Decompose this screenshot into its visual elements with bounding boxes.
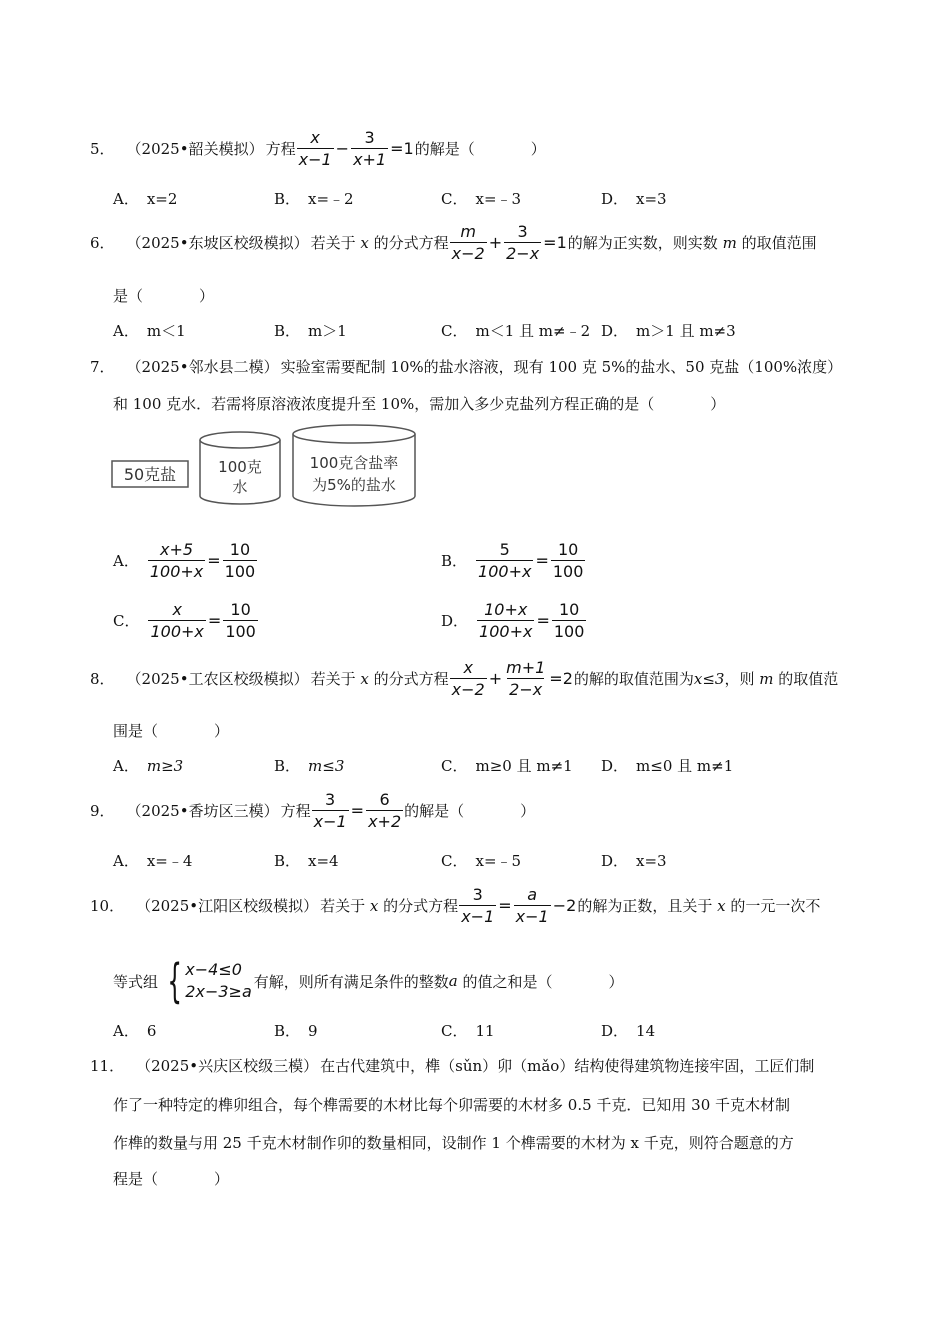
equation-rhs: =1 — [543, 233, 567, 252]
question-5-stem — [90, 128, 546, 169]
operator: − — [335, 139, 350, 158]
variable: m — [759, 669, 774, 688]
option-c[interactable]: C． x=﹣3 — [441, 190, 522, 208]
equation-rhs: =1 — [390, 139, 414, 158]
stem-text: 的解为正数，且关于 — [577, 897, 713, 915]
stem-text: 等式组 — [113, 972, 159, 991]
stem-text: 作了一种特定的榫卯组合，每个榫需要的木材比每个卯需要的木材多 0.5 千克．已知用 30 千克木材制 — [113, 1096, 791, 1114]
stem-text: 若关于 — [310, 670, 356, 688]
stem-text: 的分式方程 — [373, 670, 449, 688]
option-b[interactable]: B． $\frac{5}{100+x}$ = $\frac{10}{100}$ — [441, 540, 584, 581]
fraction: $\frac{x}{x-2}$ — [451, 658, 485, 699]
stem-text: 的取值范围 — [741, 234, 817, 252]
option-c[interactable]: C． 11 — [441, 1021, 495, 1040]
question-number: 7． — [90, 358, 115, 376]
stem-text: 的解的取值范围为 — [573, 670, 694, 688]
question-7-stem — [90, 356, 842, 377]
stem-text: 的分式方程 — [373, 234, 449, 252]
question-number: 10． — [90, 897, 125, 915]
brine-label-2: 为5%的盐水 — [312, 476, 396, 494]
question-source: （2025•香坊区三模） — [126, 802, 279, 820]
question-11-line-4 — [113, 1168, 229, 1189]
stem-text: ，则 — [724, 670, 755, 688]
operator: + — [488, 669, 503, 688]
question-source: （2025•工农区校级模拟） — [126, 670, 309, 688]
question-9-stem — [90, 790, 535, 831]
answer-paren-close: ） — [199, 287, 215, 305]
water-label-2: 水 — [232, 478, 248, 496]
question-source: （2025•东坡区校级模拟） — [126, 234, 309, 252]
option-d[interactable]: D． 14 — [601, 1021, 656, 1040]
option-d[interactable]: D． x=3 — [601, 189, 667, 208]
option-d[interactable]: D． x=3 — [601, 851, 667, 870]
fraction: $\frac{m+1}{2-x}$ — [506, 658, 546, 699]
fraction: $\frac{a}{x-1}$ — [515, 885, 549, 926]
variable: x — [369, 896, 379, 915]
option-a[interactable]: A． m≥3 — [113, 756, 184, 775]
stem-text: 若关于 — [320, 897, 366, 915]
question-8-stem — [90, 658, 838, 699]
variable: x — [360, 669, 369, 688]
beaker-figure — [108, 424, 418, 514]
stem-text: 程是（ — [113, 1170, 159, 1188]
option-c[interactable]: C． x=﹣5 — [441, 852, 522, 870]
question-source: （2025•兴庆区校级三模） — [136, 1057, 319, 1075]
question-7-line-2 — [113, 393, 725, 414]
option-b[interactable]: B． m≤3 — [274, 756, 345, 775]
stem-text: 方程 — [265, 140, 296, 158]
answer-paren-close: ） — [214, 1170, 230, 1188]
condition: x≤3 — [693, 669, 725, 688]
question-6-stem — [90, 222, 817, 263]
answer-paren-close: ） — [520, 802, 536, 820]
fraction: $\frac{3}{x+1}$ — [353, 128, 387, 169]
option-b[interactable]: B． m＞1 — [274, 322, 347, 340]
variable: m — [722, 233, 737, 252]
option-b[interactable]: B． x=4 — [274, 851, 339, 870]
question-10-line-2 — [113, 954, 624, 1008]
answer-paren-close: ） — [608, 972, 624, 991]
stem-text: 是（ — [113, 287, 144, 305]
question-11-stem — [90, 1055, 814, 1076]
option-c[interactable]: C． $\frac{x}{100+x}$ = $\frac{10}{100}$ — [113, 600, 256, 641]
question-source: （2025•江阳区校级模拟） — [136, 897, 319, 915]
operator: = — [350, 801, 365, 820]
question-source: （2025•邻水县二模） — [126, 358, 279, 376]
option-a[interactable]: A． x=﹣4 — [113, 852, 193, 870]
stem-text: 的取值范 — [778, 670, 839, 688]
answer-paren-close: ） — [530, 140, 546, 158]
fraction: $\frac{x}{x-1}$ — [298, 128, 332, 169]
stem-text: 的分式方程 — [383, 897, 459, 915]
stem-text: 在古代建筑中，榫（sǔn）卯（mǎo）结构使得建筑物连接牢固，工匠们制 — [320, 1057, 815, 1075]
stem-text: 的一元一次不 — [730, 897, 821, 915]
stem-text: 的解为正实数，则实数 — [567, 234, 718, 252]
question-number: 6． — [90, 234, 115, 252]
stem-text: 若关于 — [310, 234, 356, 252]
option-d[interactable]: D． m≤0 且 m≠1 — [601, 757, 734, 775]
fraction: $\frac{3}{x-1}$ — [313, 790, 347, 831]
fraction: $\frac{3}{x-1}$ — [461, 885, 495, 926]
stem-text: 方程 — [280, 802, 311, 820]
option-a[interactable]: A． 6 — [113, 1021, 157, 1040]
equation-rhs: =2 — [549, 669, 573, 688]
brine-label-1: 100克含盐率 — [309, 454, 399, 472]
stem-text: 作榫的数量与用 25 千克木材制作卯的数量相同，设制作 1 个榫需要的木材为 x 千克，则符合题意的方 — [113, 1134, 794, 1152]
stem-text: 的值之和是（ — [462, 972, 553, 991]
answer-paren-close: ） — [710, 395, 726, 413]
fraction: $\frac{6}{x+2}$ — [368, 790, 402, 831]
stem-text: 围是（ — [113, 722, 159, 740]
stem-text: 有解，则所有满足条件的整数 — [253, 972, 449, 991]
equation-rhs: −2 — [552, 896, 577, 915]
question-source: （2025•韶关模拟） — [126, 140, 264, 158]
question-6-line-2 — [113, 285, 214, 306]
option-c[interactable]: C． m＜1 且 m≠﹣2 — [441, 322, 591, 340]
stem-text: 和 100 克水．若需将原溶液浓度提升至 10%，需加入多少克盐列方程正确的是（ — [113, 395, 655, 413]
stem-text: 实验室需要配制 10%的盐水溶液，现有 100 克 5%的盐水、50 克盐（100%浓度） — [280, 358, 843, 376]
answer-paren-close: ） — [214, 722, 230, 740]
operator: + — [488, 233, 503, 252]
salt-label: 50克盐 — [123, 465, 177, 484]
question-11-line-3 — [113, 1132, 794, 1153]
stem-text: 的解是（ — [404, 802, 465, 820]
question-number: 11． — [90, 1057, 125, 1075]
option-a[interactable]: A． $\frac{x+5}{100+x}$ = $\frac{10}{100}$ — [113, 540, 256, 581]
stem-text: 的解是（ — [414, 140, 475, 158]
question-number: 9． — [90, 802, 115, 820]
variable: a — [448, 972, 458, 990]
option-a[interactable]: A． x=2 — [113, 189, 178, 208]
question-8-line-2 — [113, 720, 229, 741]
fraction: $\frac{3}{2-x}$ — [506, 222, 540, 263]
question-number: 5． — [90, 140, 115, 158]
option-b[interactable]: B． 9 — [274, 1021, 318, 1040]
variable: x — [717, 896, 726, 915]
variable: x — [360, 233, 369, 252]
option-d[interactable]: D． m＞1 且 m≠3 — [601, 322, 736, 340]
option-a[interactable]: A． m＜1 — [113, 322, 186, 340]
question-10-stem — [90, 885, 820, 926]
option-d[interactable]: D． $\frac{10+x}{100+x}$ = $\frac{10}{100}$ — [441, 600, 585, 641]
question-number: 8． — [90, 670, 115, 688]
option-c[interactable]: C． m≥0 且 m≠1 — [441, 757, 573, 775]
water-label-1: 100克 — [218, 458, 262, 476]
question-11-line-2 — [113, 1094, 790, 1115]
fraction: $\frac{m}{x-2}$ — [451, 222, 485, 263]
operator: = — [498, 896, 512, 915]
inequality-system: { x−4≤0 2x−3≥a — [167, 954, 252, 1008]
option-b[interactable]: B． x=﹣2 — [274, 190, 354, 208]
